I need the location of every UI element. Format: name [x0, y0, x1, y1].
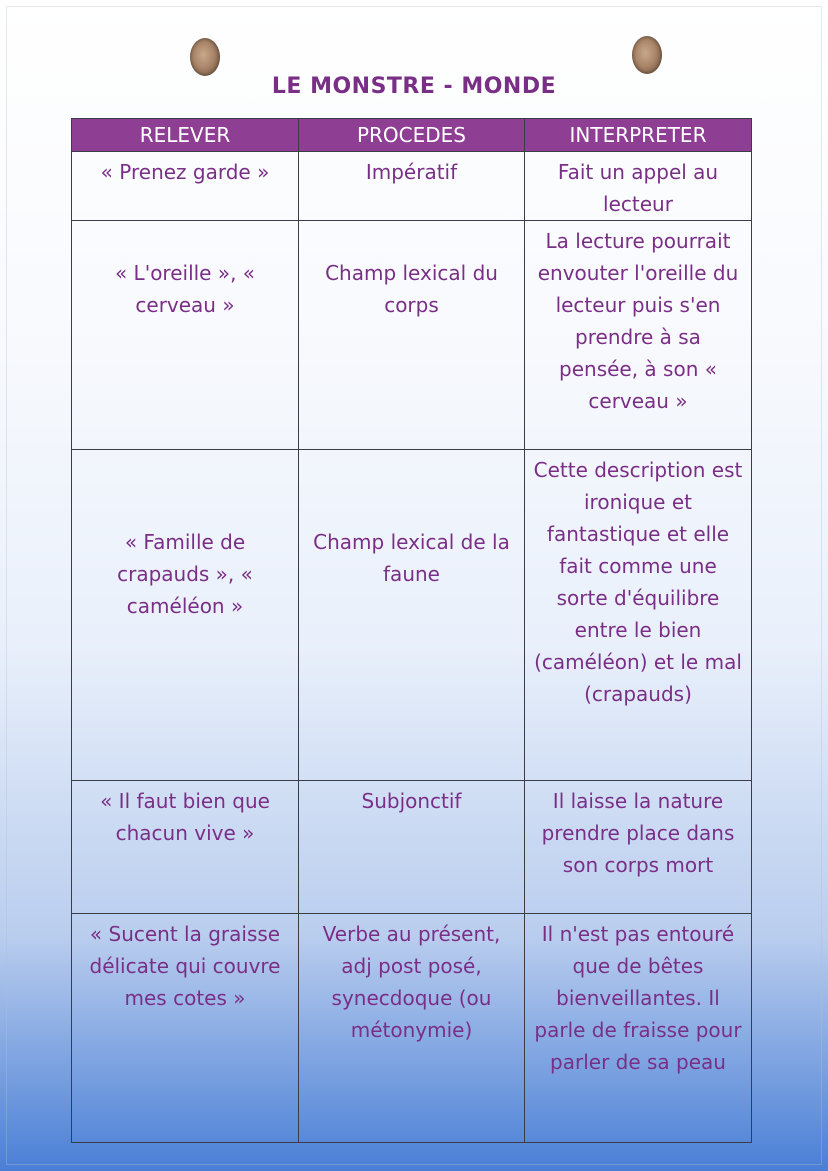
header-interpreter: INTERPRETER	[525, 119, 752, 152]
table-header-row	[72, 119, 752, 152]
cell-relever: « L'oreille », « cerveau »	[72, 221, 299, 450]
cell-procedes: Champ lexical de la faune	[299, 450, 525, 781]
punch-hole-left	[190, 38, 220, 76]
header-relever: RELEVER	[72, 119, 299, 152]
table-row	[72, 781, 752, 914]
cell-relever: « Il faut bien que chacun vive »	[72, 781, 299, 914]
cell-interpreter: Fait un appel au lecteur	[525, 152, 752, 221]
cell-interpreter: Cette description est ironique et fantastique et elle fait comme une sorte d'équilibre entre le bien (caméléon) et le mal (crapauds)	[525, 450, 752, 781]
cell-relever: « Famille de crapauds », « caméléon »	[72, 450, 299, 781]
cell-procedes: Champ lexical du corps	[299, 221, 525, 450]
cell-procedes: Subjonctif	[299, 781, 525, 914]
cell-relever: « Prenez garde »	[72, 152, 299, 221]
cell-procedes: Impératif	[299, 152, 525, 221]
table-row	[72, 914, 752, 1143]
header-procedes: PROCEDES	[299, 119, 525, 152]
page-title: LE MONSTRE - MONDE	[271, 74, 557, 99]
cell-relever: « Sucent la graisse délicate qui couvre mes cotes »	[72, 914, 299, 1143]
table-row	[72, 450, 752, 781]
cell-procedes: Verbe au présent, adj post posé, synecdoque (ou métonymie)	[299, 914, 525, 1143]
table-row	[72, 152, 752, 221]
cell-interpreter: Il n'est pas entouré que de bêtes bienveillantes. Il parle de fraisse pour parler de sa peau	[525, 914, 752, 1143]
cell-interpreter: La lecture pourrait envouter l'oreille du lecteur puis s'en prendre à sa pensée, à son « cerveau »	[525, 221, 752, 450]
punch-hole-right	[632, 36, 662, 74]
cell-interpreter: Il laisse la nature prendre place dans son corps mort	[525, 781, 752, 914]
analysis-table	[71, 118, 752, 1143]
table-row	[72, 221, 752, 450]
